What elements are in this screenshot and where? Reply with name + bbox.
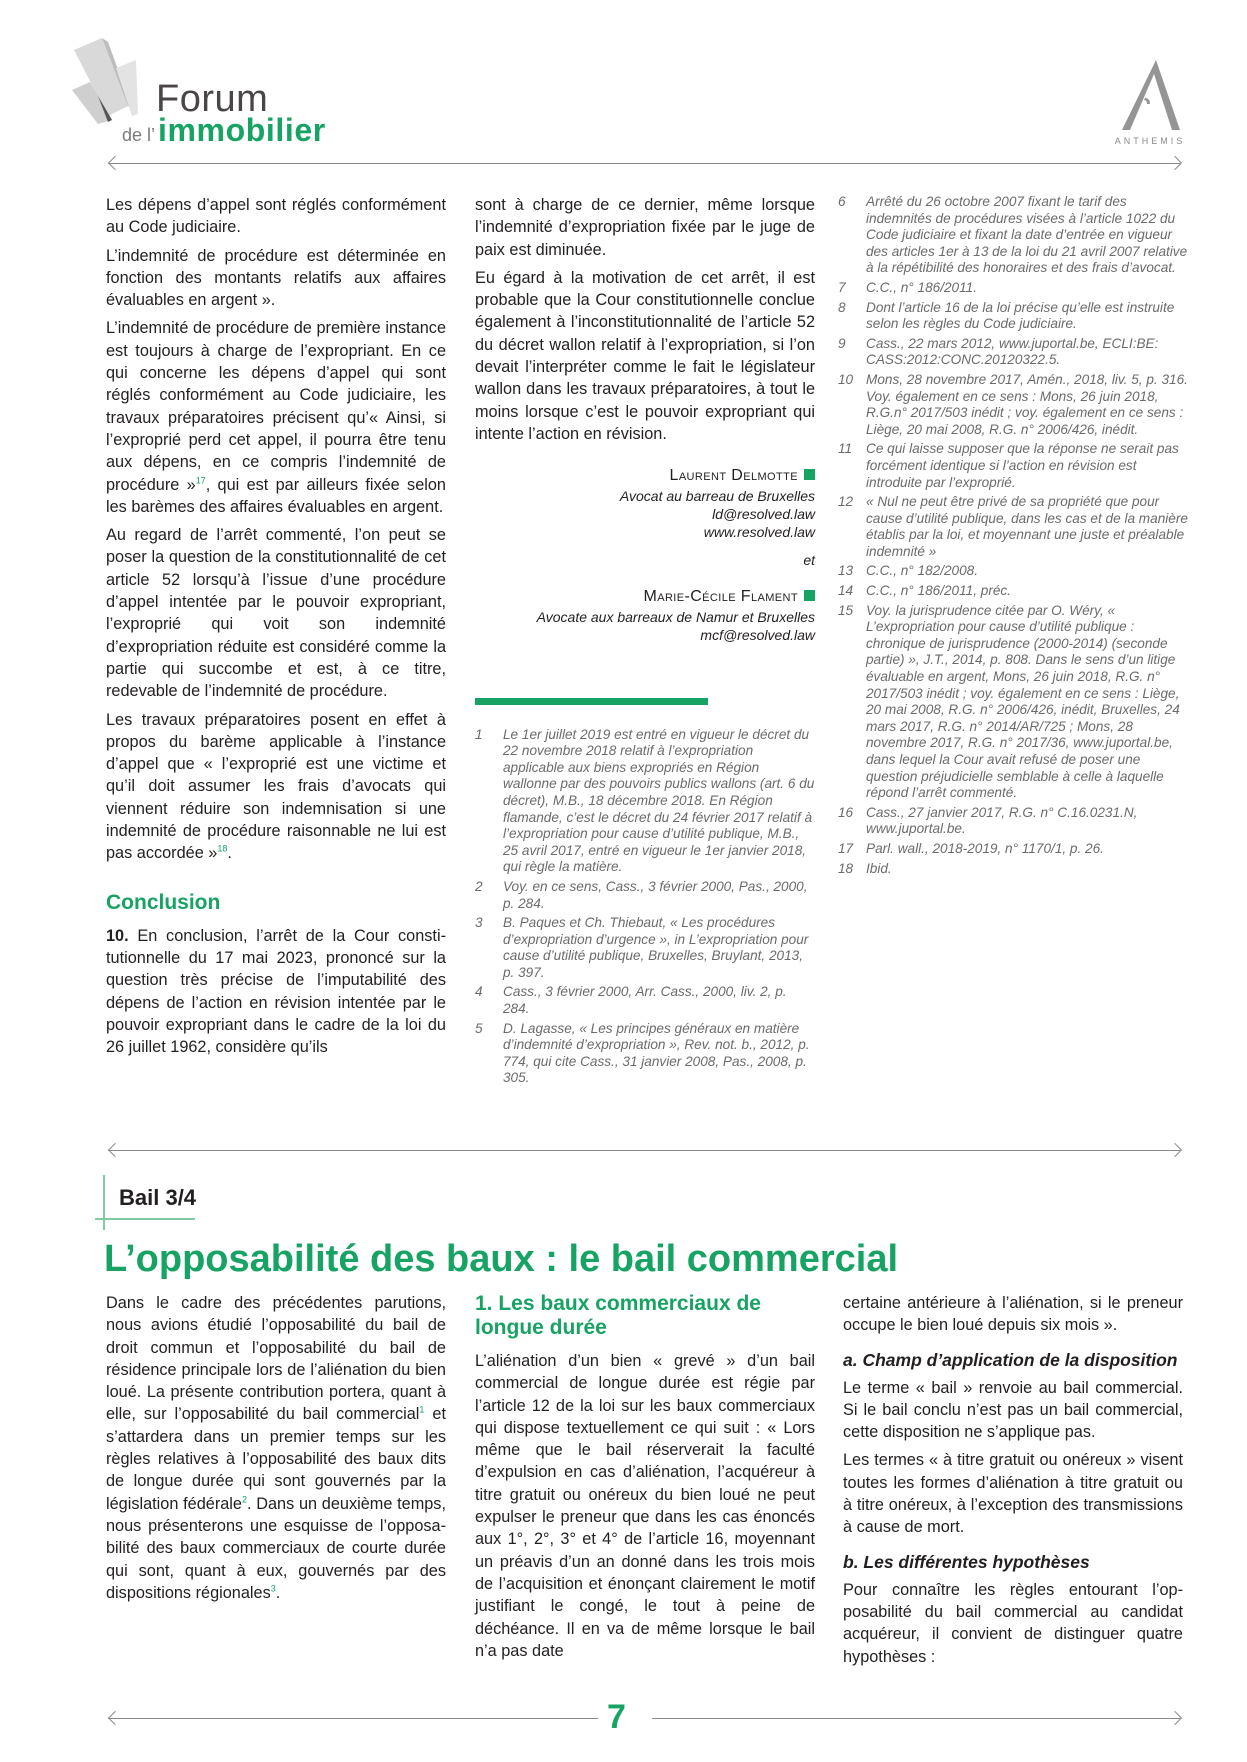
footnote-item [475,984,815,1017]
footnote-text: D. Lagasse, « Les principes généraux en matière d’indemnité d’expropriation », Rev. not. b., 2012, p. 774, qui cite Cass., 31 janvier 2008, Pas., 2008, p. 305. [503,1020,810,1086]
footnote-item [838,441,1190,491]
subsection-heading-a: a. Champ d’application de la disposition [843,1349,1178,1370]
paragraph: 10. En conclusion, l’arrêt de la Cour constitutionnelle du 17 mai 2023, prononcé sur la question très précise de l’imputabilité des dépens de l’action en révision intentée par le pouvoir expropriant dans le cadre de la loi du 26 juillet 1962, considère qu’ils [106,926,446,1057]
footnote-text: C.C., n° 186/2011, préc. [866,583,1011,599]
paragraph: Pour connaître les règles entourant l’opposabilité du bail commercial au candidat acquéreur, il convient de distinguer quatre hypothèses : [843,1580,1183,1666]
footnote-item [475,915,815,981]
footnote-item [838,194,1190,277]
paragraph: Les dépens d’appel sont réglés conformément au Code judiciaire. [106,196,446,237]
authors-join: et [803,552,815,569]
footnote-number: 13 [838,563,854,579]
footnote-item [475,1021,815,1087]
footnote-number: 16 [838,804,854,820]
paragraph-number: 10. [106,926,129,945]
footnote-text: B. Paques et Ch. Thiebaut, « Les procédures d’expropriation d’urgence », in L’expropriation pour cause d’utilité publique, Bruxelles, Bruylant, 2013, p. 397. [503,915,809,980]
footnote-number: 11 [838,441,853,457]
footnote-text: Cass., 22 mars 2012, www.juportal.be, ECLI:BE: CASS:2012:CONC.20120322.5. [866,335,1159,368]
author-email-link[interactable]: mcf@resolved.law [700,626,815,643]
footnote-text: C.C., n° 186/2011. [866,279,977,295]
paragraph: L’indemnité de procédure est déterminée en fonction des montants relatifs aux affaires évaluables en argent ». [106,246,446,310]
forum-immobilier-logo [68,36,368,146]
article-title: L’opposabilité des baux : le bail commercial [104,1238,899,1280]
paragraph: Les travaux préparatoires posent en effet à propos du barème applicable à l’instance d’appel que « l’exproprié est une victime et qu’il doit assumer les frais d’avocats qui viennent réduire son indemnisation si une indemnité de procédure raisonnable ne lui est pas accordée »$^{18}$. [106,710,446,863]
section-heading-conclusion: Conclusion [106,890,221,914]
footnote-text: Voy. en ce sens, Cass., 3 février 2000, Pas., 2000, p. 284. [503,878,808,911]
paragraph: Eu égard à la motivation de cet arrêt, il est probable que la Cour constitutionnelle conclue également à l’inconstitutionnalité de l’article 52 du décret wallon relatif à l’expropriation, si l’on devait l’interpréter comme le fait le législateur wallon dans les travaux préparatoires, à tout le moins lorsque c’est le pouvoir expropriant qui intente l’action en révision. [475,268,815,443]
footnote-ref-3[interactable]: 3 [270,1583,276,1594]
footnote-number: 7 [838,279,846,295]
green-square-icon [804,590,815,601]
footnote-text: « Nul ne peut être privé de sa propriété que pour cause d’utilité publique, dans les cas et de la manière établis par la loi, et moyennant une juste et préalable indemnité » [866,494,1188,559]
footnote-text: Le 1er juillet 2019 est entré en vigueur le décret du 22 novembre 2018 relatif à l’expropriation applicable aux biens expropriés en Région wallonne par des pouvoirs publics wallons (art. 6 du décret), M.B., 18 décembre 2018. En Région flamande, c’est le décret du 24 février 2017 relatif à l’expropriation pour cause d’utilité publique, M.B., 25 avril 2017, entré en vigueur le 1er janvier 2018, qui règle la matière. [503,726,815,875]
paragraph: certaine antérieure à l’aliénation, si le preneur occupe le bien loué depuis six mois ». [843,1294,1183,1335]
publisher-name: ANTHEMIS [1114,136,1186,146]
cubes-logo-icon [68,36,154,126]
footnote-ref-18[interactable]: 18 [217,843,228,854]
footnote-text: Dont l’article 16 de la loi précise qu’elle est instruite selon les règles du Code judiciaire. [866,299,1175,332]
footnotes-list [475,727,815,1087]
footnote-ref-1[interactable]: 1 [419,1405,425,1416]
footnote-number: 1 [475,726,483,742]
footnote-item [838,494,1190,560]
footnotes-list [838,194,1190,877]
footnote-ref-2[interactable]: 2 [241,1494,247,1505]
footnote-text: Arrêté du 26 octobre 2007 fixant le tarif des indemnités de procédures visées à l’article 1022 du Code judiciaire et fixant la date d’entrée en vigueur des articles 1er à 13 de la loi du 21 avril 2007 relative à la répétibilité des honoraires et des frais d’avocat. [866,194,1188,276]
article2-column-1 [106,1292,446,1610]
author-name: Laurent Delmotte [669,467,798,485]
footnotes-column-right [838,194,1190,880]
author-name: Marie-Cécile Flament [643,587,798,605]
author-title: Avocate aux barreaux de Namur et Bruxelles [536,608,815,625]
paragraph: sont à charge de ce dernier, même lorsque l’indemnité d’expropriation fixée par le juge de paix est diminuée. [475,196,815,259]
author-title: Avocat au barreau de Bruxelles [619,488,815,505]
article1-column-1 [106,194,446,1064]
footnote-number: 9 [838,335,846,351]
footnote-number: 8 [838,299,846,315]
logo-immobilier-text: immobilier [158,112,326,148]
footnote-item [838,336,1190,369]
kicker-label: Bail 3/4 [119,1185,197,1210]
paragraph: Dans le cadre des précédentes parutions, nous avions étudié l’opposabilité du bail de droit commun et l’opposabilité du bail de résidence principale lors de l’aliénation du bien loué. La présente contribution portera, quant à elle, sur l’opposabilité du bail commercial$^1$ et s’attardera dans un premier temps sur les règles relatives à l’opposabilité des baux dits de longue durée qui sont gouvernés par la législation fédérale$^2$. Dans un deuxième temps, nous présenterons une esquisse de l’opposabilité des baux commerciaux de courte durée qui sont, quant à eux, gouvernés par des dispositions régionales$^3$. [106,1294,447,1602]
footnote-item [838,861,1190,878]
footnote-item [838,805,1190,838]
footnote-number: 12 [838,494,854,510]
footnote-text: Parl. wall., 2018-2019, n° 1170/1, p. 26. [866,840,1104,856]
paragraph: L’indemnité de procédure de première instance est toujours à charge de l’expropriant. En ce qui concerne les dépens d’appel qui sont réglés conformément au Code judiciaire, les travaux préparatoires précisent qu’« Ainsi, si l’exproprié perd cet appel, il pourra être tenu aux dépens, en ce compris l’indemnité de procédure »$^{17}$, qui est par ailleurs fixée selon les barèmes des affaires évaluables en argent. [106,319,446,516]
footnote-item [838,583,1190,600]
footnote-text: Mons, 28 novembre 2017, Amén., 2018, liv. 5, p. 316. Voy. également en ce sens : Mons, 26 juin 2018, R.G.n° 2017/503 inédit ; voy. également en ce sens : Liège, 20 mai 2008, R.G. n° 2006/426, inédit. [866,371,1188,437]
footnote-number: 10 [838,371,854,387]
footnote-number: 18 [838,860,854,876]
footnote-item [475,879,815,912]
footnote-item [838,372,1190,438]
anthemis-logo [1110,60,1190,146]
paragraph: L’aliénation d’un bien « grevé » d’un bail commercial de longue durée est régie par l’article 12 de la loi sur les baux commerciaux qui dispose textuellement ce qui suit : « Lors même que le bail réserverait la faculté d’expulsion en cas d’aliénation, l’acquéreur à titre gratuit ou onéreux du bien loué ne peut expulser le preneur que dans les cas énoncés aux 1°, 2°, 3° et 4° de l’article 16, moyennant un préavis d’un an donné dans les trois mois de l’acquisition et énonçant clairement le motif justifiant le congé, le tout à peine de déchéance. Il en va de même lorsque le bail n’a pas date [475,1352,815,1660]
footnote-number: 3 [475,915,483,931]
footnote-item [838,300,1190,333]
footnote-text: Cass., 3 février 2000, Arr. Cass., 2000, liv. 2, p. 284. [503,984,787,1017]
section-heading: 1. Les baux commerciaux de longue durée [475,1292,761,1339]
logo-forum-text: Forum [156,78,269,120]
footnote-ref-17[interactable]: 17 [195,475,206,486]
footnote-item [838,841,1190,858]
footnote-number: 6 [838,194,846,209]
footnotes-separator [475,698,708,705]
author-email-link[interactable]: ld@resolved.law [712,506,815,523]
footnote-item [838,280,1190,297]
footnote-number: 5 [475,1020,483,1036]
footnote-number: 4 [475,984,483,1000]
author-block [475,586,815,644]
article1-column-2 [475,194,815,1090]
green-square-icon [804,469,815,480]
article2-column-2 [475,1292,815,1668]
footnote-number: 15 [838,602,854,618]
footnote-text: Ce qui laisse supposer que la réponse ne serait pas forcément identique si l’action en révision est introduite par l’exproprié. [866,441,1179,490]
footnote-number: 17 [838,840,854,856]
logo-prefix-text: de l’ [122,125,156,145]
paragraph: Le terme « bail » renvoie au bail commercial. Si le bail conclu n’est pas un bail commercial, cette disposition ne s’applique pas. [843,1378,1183,1442]
footnote-item [838,603,1190,802]
author-block [475,465,815,541]
anthemis-a-icon [1120,60,1180,132]
footnote-text: Voy. la jurisprudence citée par O. Wéry, « L’expropriation pour cause d’utilité publique : chronique de jurisprudence (2000-2014) (seconde partie) », J.T., 2014, p. 808. Dans le sens d’un litige évaluable en argent, Mons, 26 juin 2018, R.G. n° 2017/503 inédit ; voy. également en ce sens : Liège, 20 mai 2008, R.G. n° 2006/426, inédit, Bruxelles, 24 mars 2017, R.G. n° 2014/AR/725 ; Mons, 28 novembre 2017, R.G. n° 2017/36, www.juportal.be, dans lequel la Cour avait refusé de poser une question préjudicielle semblable à celle à laquelle répond l’arrêt commenté. [866,602,1180,801]
page-number: 7 [607,1698,626,1736]
author-signatures [475,465,815,643]
footnote-item [475,727,815,876]
author-website-link[interactable]: www.resolved.law [703,524,815,541]
subsection-heading-b: b. Les différentes hypothèses [843,1551,1090,1572]
footnote-item [838,563,1190,580]
footnote-number: 2 [475,878,483,894]
paragraph: Au regard de l’arrêt commenté, l’on peut se poser la question de la constitutionnalité de cet article 52 lorsqu’à l’issue d’une procédure d’appel intentée par le pouvoir expropriant, l’exproprié qui voit son indemnité d’expropriation réduite est considéré comme la partie qui succombe et est, à ce titre, redevable de l’indemnité de procédure. [106,526,446,701]
footnote-text: C.C., n° 182/2008. [866,563,978,579]
paragraph: Les termes « à titre gratuit ou onéreux » visent toutes les formes d’aliénation à titre gratuit ou à titre onéreux, à l’exception des transmissions à cause de mort. [843,1451,1183,1537]
footnote-number: 14 [838,583,854,599]
footnote-text: Ibid. [866,860,892,876]
footnote-text: Cass., 27 janvier 2017, R.G. n° C.16.0231.N, www.juportal.be. [866,804,1138,837]
article2-column-3 [843,1292,1183,1674]
